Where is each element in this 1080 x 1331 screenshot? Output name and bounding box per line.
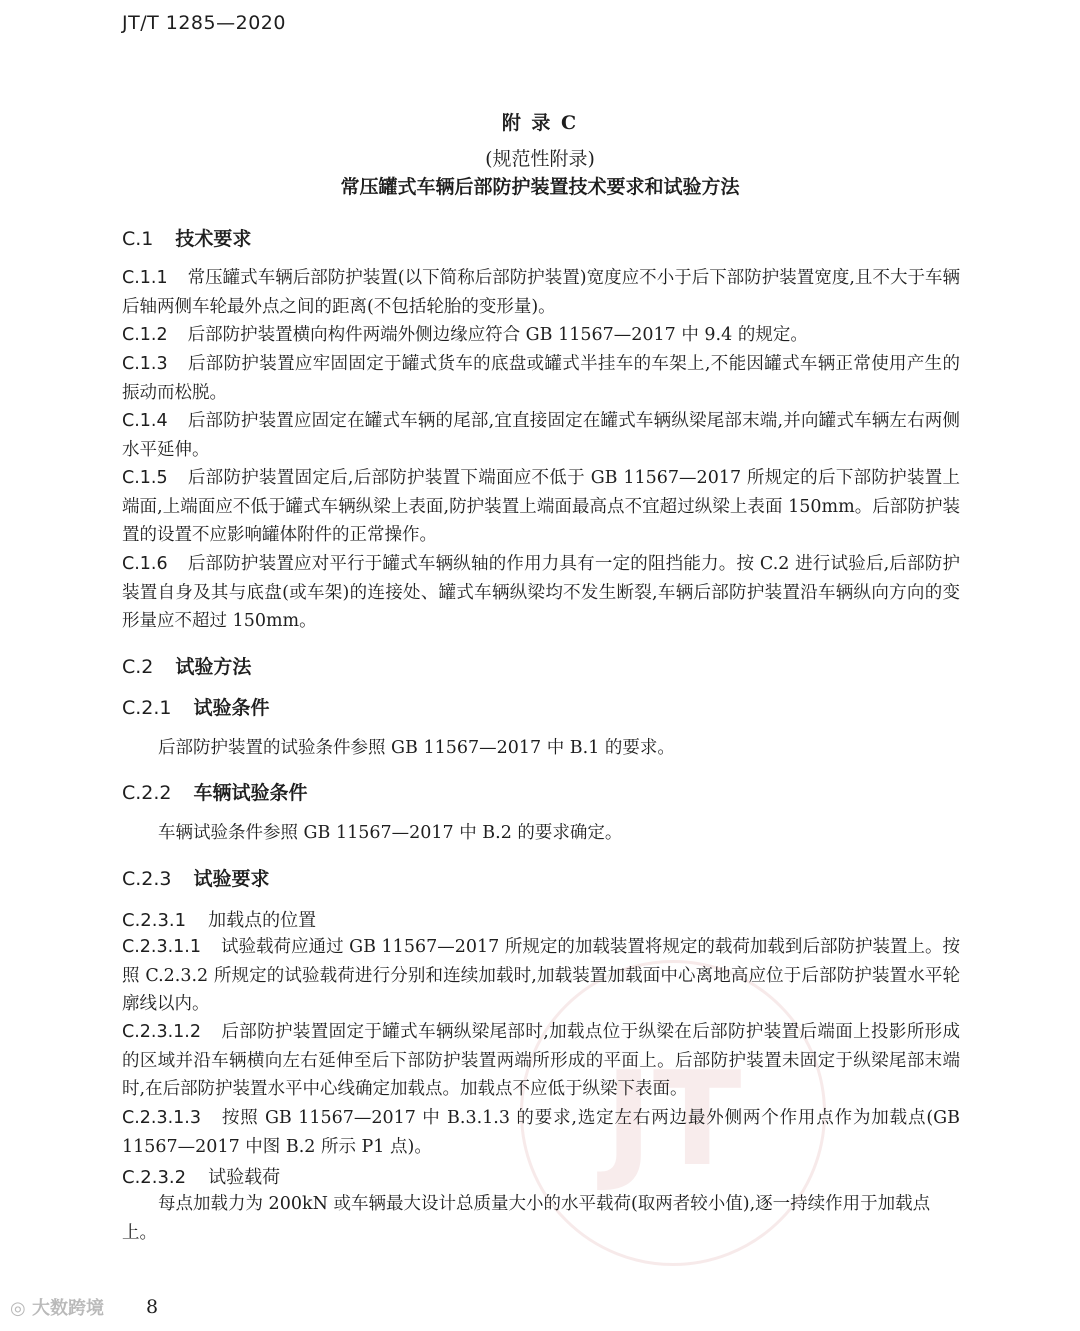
clause-c1-6 (122, 550, 960, 636)
subsection-c2-1-text: 后部防护装置的试验条件参照 GB 11567—2017 中 B.1 的要求。 (158, 738, 675, 758)
clause-c2-3-1-heading (122, 906, 316, 932)
clause-text: 后部防护装置横向构件两端外侧边缘应符合 GB 11567—2017 中 9.4 的规定。 (187, 325, 808, 345)
subsection-c2-1-heading (122, 693, 270, 720)
watermark-text: 大数跨境 (32, 1298, 104, 1319)
clause-text: 常压罐式车辆后部防护装置(以下简称后部防护装置)宽度应不小于后下部防护装置宽度,且不大于车辆后轴两侧车轮最外点之间的距离(不包括轮胎的变形量)。 (122, 268, 960, 317)
clause-text: 后部防护装置应牢固固定于罐式货车的底盘或罐式半挂车的车架上,不能因罐式车辆正常使用产生的振动而松脱。 (122, 354, 960, 403)
section-c1-heading (122, 224, 251, 251)
clause-title: 试验载荷 (208, 1167, 281, 1188)
clause-c2-3-1-2 (122, 1018, 960, 1104)
clause-number: C.1.1 (122, 268, 168, 288)
clause-title: 加载点的位置 (208, 910, 317, 931)
subsection-number: C.2.2 (122, 782, 172, 804)
clause-c2-3-1-3 (122, 1104, 960, 1161)
appendix-name: 常压罐式车辆后部防护装置技术要求和试验方法 (340, 176, 740, 198)
clause-number: C.1.5 (122, 468, 168, 488)
clause-c1-2 (122, 321, 960, 350)
section-number: C.1 (122, 228, 154, 250)
appendix-title: 附 录 C (501, 112, 579, 134)
subsection-title: 试验要求 (193, 868, 270, 890)
clause-text: 后部防护装置应固定在罐式车辆的尾部,宜直接固定在罐式车辆纵梁尾部末端,并向罐式车辆左右两侧水平延伸。 (122, 411, 960, 460)
clause-c2-3-2-text: 每点加载力为 200kN 或车辆最大设计总质量大小的水平载荷(取两者较小值),逐一持续作用于加载点上。 (122, 1194, 931, 1243)
subsection-number: C.2.1 (122, 697, 172, 719)
clause-c1-1 (122, 264, 960, 321)
subsection-c2-3-heading (122, 864, 270, 891)
stamp-text: JT (604, 1043, 742, 1195)
standard-code: JT/T 1285—2020 (122, 12, 286, 34)
section-title: 试验方法 (175, 656, 252, 678)
clause-text: 后部防护装置固定后,后部防护装置下端面应不低于 GB 11567—2017 所规定的后下部防护装置上端面,上端面应不低于罐式车辆纵梁上表面,防护装置上端面最高点不宜超过纵梁上表面 150mm。后部防护装置的设置不应影响罐体附件的正常操作。 (122, 468, 960, 545)
clause-number: C.1.6 (122, 554, 168, 574)
clause-number: C.1.3 (122, 354, 168, 374)
clause-c2-3-1-1 (122, 933, 960, 1019)
clause-number: C.2.3.1.1 (122, 937, 202, 957)
subsection-number: C.2.3 (122, 868, 172, 890)
subsection-title: 车辆试验条件 (193, 782, 308, 804)
clause-number: C.1.2 (122, 325, 168, 345)
subsection-c2-2-heading (122, 778, 308, 805)
section-number: C.2 (122, 656, 154, 678)
clause-text: 试验载荷应通过 GB 11567—2017 所规定的加载装置将规定的载荷加载到后部防护装置上。按照 C.2.3.2 所规定的试验载荷进行分别和连续加载时,加载装置加载面中心离地高应位于后部防护装置水平轮廓线以内。 (122, 937, 960, 1014)
appendix-type: (规范性附录) (485, 148, 595, 170)
clause-number: C.2.3.1.3 (122, 1108, 202, 1128)
section-title: 技术要求 (175, 228, 252, 250)
watermark-icon: ◎ (10, 1298, 26, 1319)
clause-number: C.2.3.1 (122, 910, 187, 931)
clause-c2-3-2-heading (122, 1163, 280, 1189)
clause-c1-5 (122, 464, 960, 550)
clause-text: 后部防护装置应对平行于罐式车辆纵轴的作用力具有一定的阻挡能力。按 C.2 进行试验后,后部防护装置自身及其与底盘(或车架)的连接处、罐式车辆纵梁均不发生断裂,车辆后部防护装置沿车辆纵向方向的变形量应不超过 150mm。 (122, 554, 960, 631)
clause-text: 后部防护装置固定于罐式车辆纵梁尾部时,加载点位于纵梁在后部防护装置后端面上投影所形成的区域并沿车辆横向左右延伸至后下部防护装置两端所形成的平面上。后部防护装置未固定于纵梁尾部末端时,在后部防护装置水平中心线确定加载点。加载点不应低于纵梁下表面。 (122, 1022, 960, 1099)
watermark-logo (10, 1294, 104, 1320)
subsection-title: 试验条件 (193, 697, 270, 719)
clause-text: 按照 GB 11567—2017 中 B.3.1.3 的要求,选定左右两边最外侧两个作用点作为加载点(GB 11567—2017 中图 B.2 所示 P1 点)。 (122, 1108, 960, 1157)
subsection-c2-2-text: 车辆试验条件参照 GB 11567—2017 中 B.2 的要求确定。 (158, 823, 623, 843)
clause-c1-4 (122, 407, 960, 464)
page-number: 8 (146, 1296, 159, 1318)
clause-number: C.2.3.2 (122, 1167, 187, 1188)
section-c2-heading (122, 652, 251, 679)
clause-c1-3 (122, 350, 960, 407)
clause-number: C.2.3.1.2 (122, 1022, 202, 1042)
clause-number: C.1.4 (122, 411, 168, 431)
